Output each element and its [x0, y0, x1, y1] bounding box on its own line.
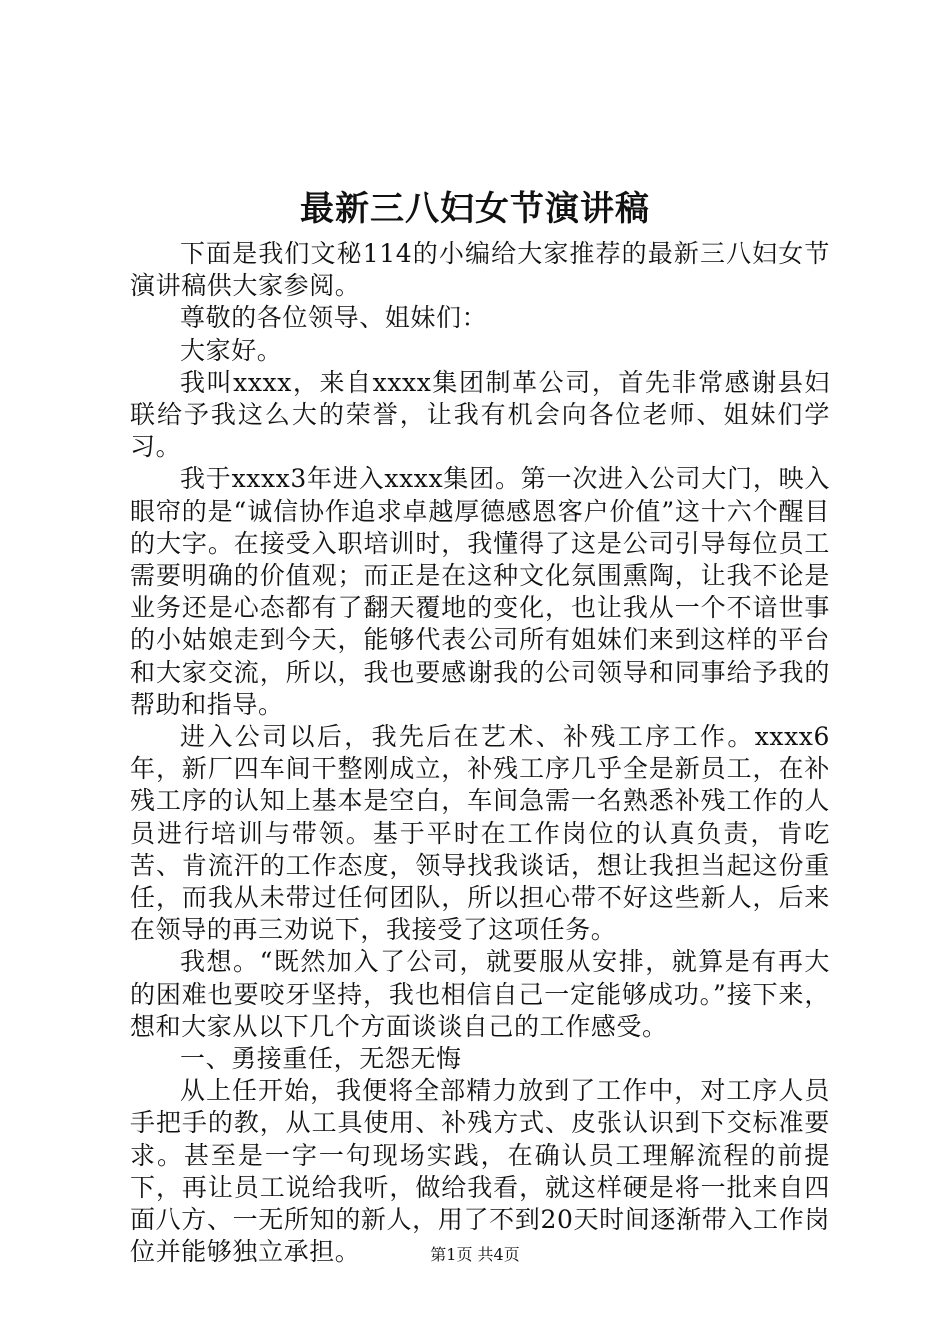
paragraph-career: 进入公司以后，我先后在艺术、补残工序工作。xxxx6年，新厂四车间干整刚成立，补残工序几乎全是新员工，在补残工序的认知上基本是空白，车间急需一名熟悉补残工作的人员进行培训与带领。基于平时在工作岗位的认真负责，肯吃苦、肯流汗的工作态度，领导找我谈话，想让我担当起这份重任，而我从未带过任何团队，所以担心带不好这些新人，后来在领导的再三劝说下，我接受了这项任务。	[130, 722, 830, 945]
paragraph-salutation: 尊敬的各位领导、姐妹们：	[180, 303, 488, 333]
paragraph-thoughts: 我想。“既然加入了公司，就要服从安排，就算是有再大的困难也要咬牙坚持，我也相信自己一定能够成功。”接下来，想和大家从以下几个方面谈谈自己的工作感受。	[130, 947, 830, 1041]
paragraph-training: 从上任开始，我便将全部精力放到了工作中，对工序人员手把手的教，从工具使用、补残方式、皮张认识到下交标准要求。甚至是一字一句现场实践，在确认员工理解流程的前提下，再让员工说给我听，做给我看，就这样硬是将一批来自四面八方、一无所知的新人，用了不到20天时间逐渐带入工作岗位并能够独立承担。	[130, 1076, 830, 1267]
section-heading: 一、勇接重任，无怨无悔	[180, 1044, 462, 1074]
paragraph-self-intro: 我叫xxxx，来自xxxx集团制革公司，首先非常感谢县妇联给予我这么大的荣誉，让我有机会向各位老师、姐妹们学习。	[130, 367, 830, 462]
document-title: 最新三八妇女节演讲稿	[300, 189, 650, 229]
paragraph-greeting: 大家好。	[180, 335, 283, 365]
page-footer: 第1页 共4页	[430, 1245, 520, 1264]
document-body	[130, 238, 830, 1269]
paragraph-joining: 我于xxxx3年进入xxxx集团。第一次进入公司大门，映入眼帘的是“诚信协作追求卓越厚德感恩客户价值”这十六个醒目的大字。在接受入职培训时，我懂得了这是公司引导每位员工需要明确的价值观；而正是在这种文化氛围熏陶，让我不论是业务还是心态都有了翻天覆地的变化，也让我从一个不谙世事的小姑娘走到今天，能够代表公司所有姐妹们来到这样的平台和大家交流，所以，我也要感谢我的公司领导和同事给予我的帮助和指导。	[130, 464, 830, 719]
paragraph-intro: 下面是我们文秘114的小编给大家推荐的最新三八妇女节演讲稿供大家参阅。	[130, 239, 830, 301]
